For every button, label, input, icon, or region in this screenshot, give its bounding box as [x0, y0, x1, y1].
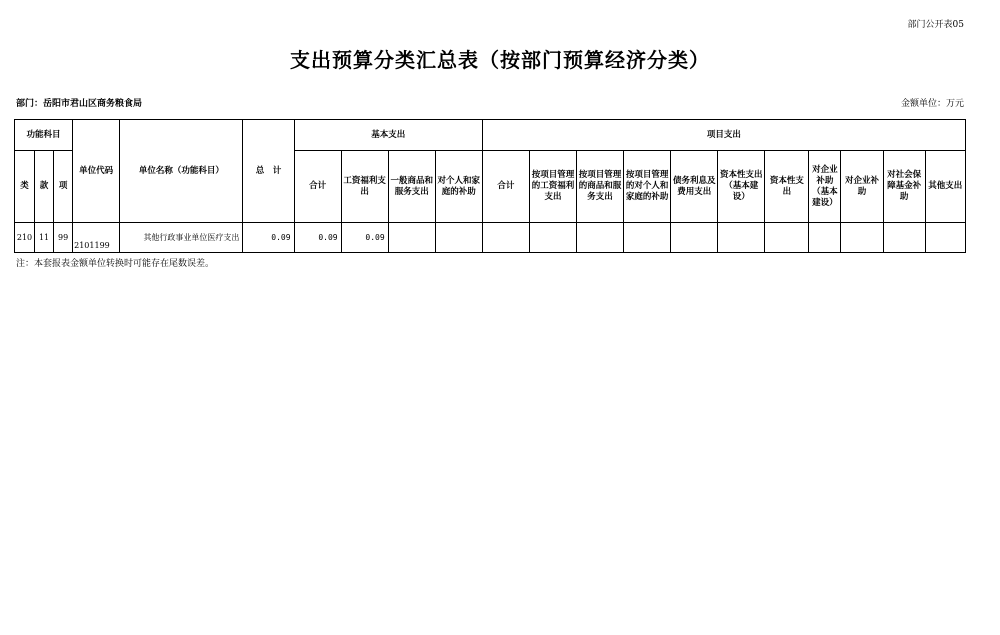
cell-project-enterprise-construction	[809, 223, 841, 253]
cell-class: 210	[15, 223, 35, 253]
cell-basic-salary: 0.09	[341, 223, 388, 253]
header-total: 总 计	[243, 120, 294, 223]
header-project-enterprise-subsidy: 对企业补助	[841, 151, 883, 223]
header-unit-name: 单位名称（功能科目）	[120, 120, 243, 223]
cell-total: 0.09	[243, 223, 294, 253]
cell-project-individual-subsidy	[624, 223, 671, 253]
header-basic-total: 合计	[294, 151, 341, 223]
header-row-1	[15, 120, 966, 151]
cell-project-debt-interest	[671, 223, 718, 253]
header-project-other: 其他支出	[925, 151, 965, 223]
header-project-total: 合计	[482, 151, 529, 223]
header-project-expenditure: 项目支出	[482, 120, 965, 151]
header-unit-code: 单位代码	[73, 120, 120, 223]
footnote: 注：本套报表金额单位转换时可能存在尾数误差。	[16, 259, 215, 269]
header-project-salary: 按项目管理的工资福利支出	[529, 151, 576, 223]
header-item: 项	[54, 151, 73, 223]
header-project-social-security: 对社会保障基金补助	[883, 151, 925, 223]
header-project-enterprise-construction: 对企业补助（基本建设）	[809, 151, 841, 223]
header-project-capital: 资本性支出	[765, 151, 809, 223]
cell-basic-individual-subsidy	[435, 223, 482, 253]
cell-section: 11	[35, 223, 54, 253]
cell-project-capital	[765, 223, 809, 253]
page-title: 支出预算分类汇总表（按部门预算经济分类）	[290, 48, 710, 72]
cell-basic-goods-services	[388, 223, 435, 253]
header-project-individual-subsidy: 按项目管理的对个人和家庭的补助	[624, 151, 671, 223]
header-basic-goods-services: 一般商品和服务支出	[388, 151, 435, 223]
cell-item: 99	[54, 223, 73, 253]
form-code: 部门公开表05	[907, 20, 964, 30]
cell-unit-name: 其他行政事业单位医疗支出	[120, 223, 243, 253]
header-basic-individual-subsidy: 对个人和家庭的补助	[435, 151, 482, 223]
cell-project-other	[925, 223, 965, 253]
header-project-goods-services: 按项目管理的商品和服务支出	[577, 151, 624, 223]
cell-basic-total: 0.09	[294, 223, 341, 253]
cell-unit-code: 2101199	[73, 223, 120, 253]
budget-table	[14, 119, 966, 253]
header-class: 类	[15, 151, 35, 223]
header-basic-salary: 工资福利支出	[341, 151, 388, 223]
header-function-subject: 功能科目	[15, 120, 73, 151]
cell-project-total	[482, 223, 529, 253]
header-section: 款	[35, 151, 54, 223]
department-label: 部门：岳阳市君山区商务粮食局	[16, 99, 143, 109]
cell-project-goods-services	[577, 223, 624, 253]
header-project-debt-interest: 债务利息及费用支出	[671, 151, 718, 223]
amount-unit-label: 金额单位：万元	[900, 99, 964, 109]
header-basic-expenditure: 基本支出	[294, 120, 482, 151]
cell-project-enterprise-subsidy	[841, 223, 883, 253]
cell-project-salary	[529, 223, 576, 253]
cell-project-social-security	[883, 223, 925, 253]
cell-project-capital-construction	[718, 223, 765, 253]
header-project-capital-construction: 资本性支出（基本建设）	[718, 151, 765, 223]
table-row	[15, 223, 966, 253]
